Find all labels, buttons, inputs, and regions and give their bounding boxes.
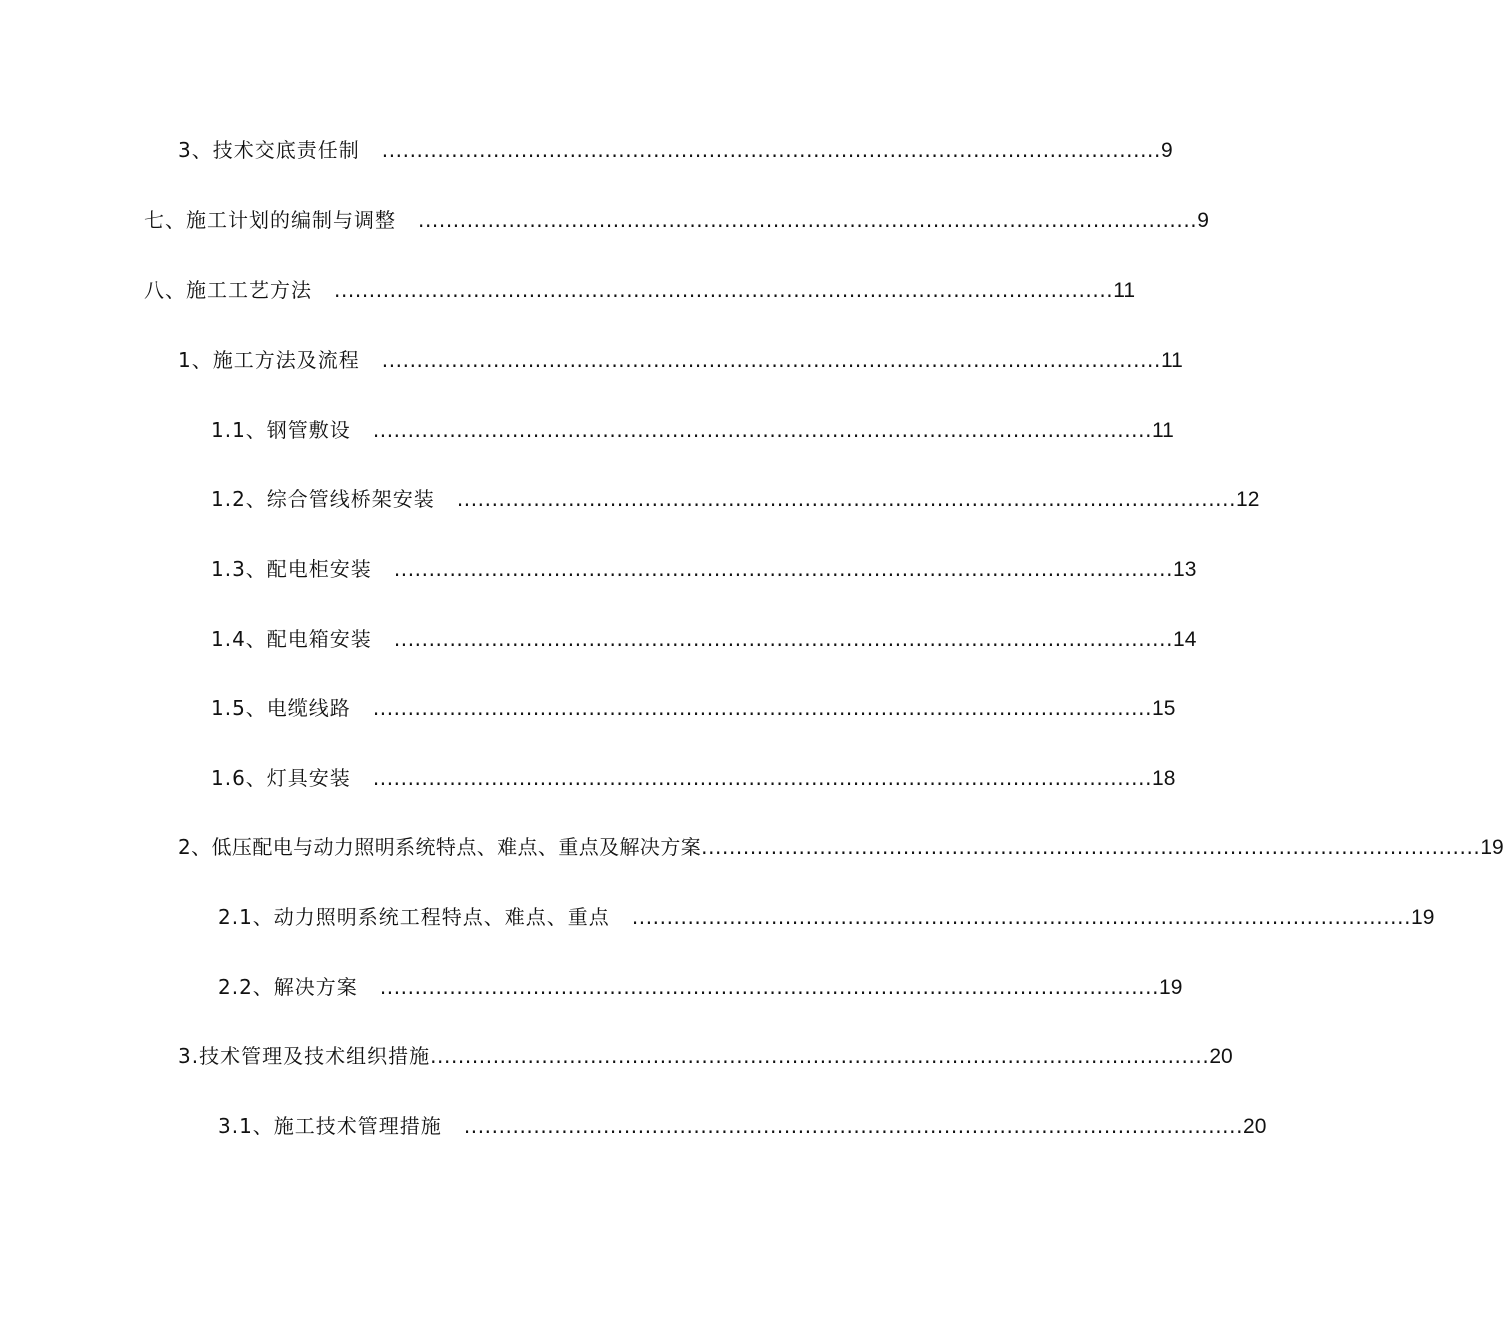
toc-entry-title: 3、技术交底责任制 xyxy=(178,138,360,162)
toc-entry-page: 14 xyxy=(1173,628,1197,651)
toc-dot-leader: ................................................................................................................ xyxy=(463,1114,1244,1138)
toc-entry xyxy=(178,345,1183,375)
toc-entry xyxy=(211,415,1174,445)
toc-entry-page: 15 xyxy=(1152,697,1176,720)
toc-dot-leader: ................................................................................................................ xyxy=(393,557,1174,581)
toc-entry-title: 2.2、解决方案 xyxy=(218,975,358,999)
toc-dot-leader: ................................................................................................................ xyxy=(701,835,1481,859)
toc-entry-title: 2、低压配电与动力照明系统特点、难点、重点及解决方案 xyxy=(178,835,702,859)
toc-entry-page: 18 xyxy=(1152,767,1176,790)
toc-entry-title: 1.4、配电箱安装 xyxy=(211,627,372,651)
toc-entry xyxy=(218,972,1183,1002)
toc-entry xyxy=(211,484,1260,514)
toc-entry-title: 1.5、电缆线路 xyxy=(211,696,351,720)
toc-entry-title: 1、施工方法及流程 xyxy=(178,348,360,372)
toc-entry-title: 1.1、钢管敷设 xyxy=(211,418,351,442)
toc-entry-page: 9 xyxy=(1197,209,1209,232)
toc-dot-leader: ................................................................................................................ xyxy=(379,975,1160,999)
toc-entry xyxy=(144,275,1136,305)
toc-entry-title: 1.2、综合管线桥架安装 xyxy=(211,487,435,511)
toc-dot-leader: ................................................................................................................ xyxy=(381,138,1161,162)
toc-entry-title: 2.1、动力照明系统工程特点、难点、重点 xyxy=(218,905,610,929)
toc-entry-title: 3.技术管理及技术组织措施 xyxy=(178,1044,431,1068)
toc-entry xyxy=(144,205,1209,235)
toc-entry-title: 七、施工计划的编制与调整 xyxy=(144,208,396,232)
toc-entry xyxy=(211,763,1176,793)
toc-entry-title: 八、施工工艺方法 xyxy=(144,278,312,302)
toc-dot-leader: ................................................................................................................ xyxy=(393,627,1174,651)
toc-entry xyxy=(218,1111,1267,1141)
toc-dot-leader: ................................................................................................................ xyxy=(631,905,1412,929)
toc-entry xyxy=(178,1041,1233,1071)
toc-dot-leader: ................................................................................................................ xyxy=(430,1044,1210,1068)
toc-entry xyxy=(178,832,1504,862)
toc-entry xyxy=(211,554,1197,584)
toc-entry-page: 19 xyxy=(1159,976,1183,999)
toc-entry-page: 12 xyxy=(1236,488,1260,511)
toc-entry xyxy=(178,135,1173,165)
toc-entry-title: 3.1、施工技术管理措施 xyxy=(218,1114,442,1138)
toc-entry-page: 20 xyxy=(1209,1045,1233,1068)
toc-entry-page: 11 xyxy=(1113,279,1136,302)
toc-entry xyxy=(211,693,1176,723)
toc-entry-title: 1.6、灯具安装 xyxy=(211,766,351,790)
toc-entry-title: 1.3、配电柜安装 xyxy=(211,557,372,581)
toc-dot-leader: ................................................................................................................ xyxy=(372,696,1153,720)
toc-entry-page: 13 xyxy=(1173,558,1197,581)
toc-entry-page: 19 xyxy=(1480,836,1504,859)
toc-dot-leader: ................................................................................................................ xyxy=(381,348,1161,372)
toc-entry-page: 9 xyxy=(1160,139,1173,162)
toc-dot-leader: ................................................................................................................ xyxy=(372,766,1153,790)
toc-entry-page: 20 xyxy=(1243,1115,1267,1138)
toc-entry-page: 11 xyxy=(1152,419,1174,442)
toc-dot-leader: ................................................................................................................ xyxy=(456,487,1237,511)
toc-dot-leader: ................................................................................................................ xyxy=(372,418,1153,442)
toc-entry-page: 11 xyxy=(1160,349,1183,372)
toc-entry xyxy=(218,902,1435,932)
toc-dot-leader: ................................................................................................................ xyxy=(334,278,1114,302)
toc-entry-page: 19 xyxy=(1411,906,1435,929)
toc-dot-leader: ................................................................................................................ xyxy=(418,208,1198,232)
toc-entry xyxy=(211,624,1197,654)
